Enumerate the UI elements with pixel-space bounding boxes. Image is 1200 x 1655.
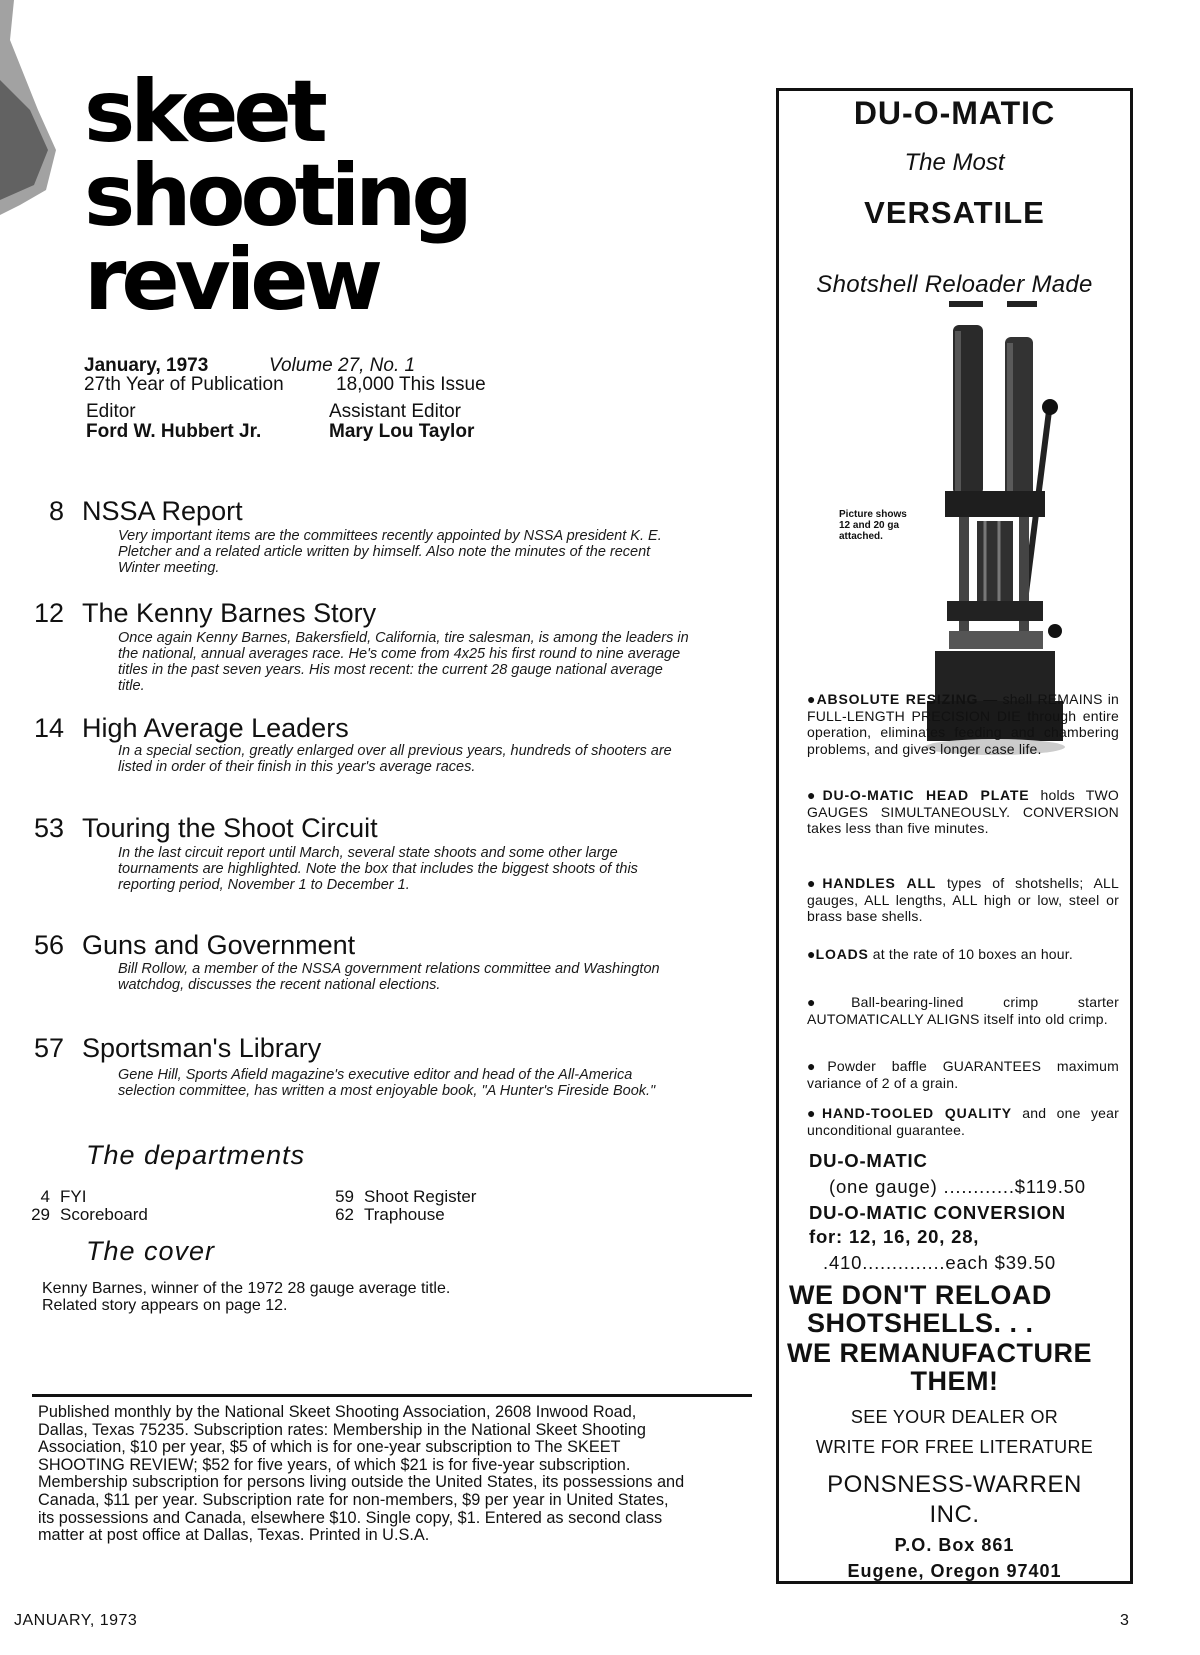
ad-feature-text: at the rate of 10 boxes an hour.	[868, 946, 1073, 962]
editor-label: Editor	[86, 401, 136, 422]
image-caption: Picture shows 12 and 20 ga attached.	[839, 509, 907, 542]
assistant-editor-name: Mary Lou Taylor	[329, 421, 475, 442]
assistant-editor-label: Assistant Editor	[329, 401, 461, 422]
toc-description: Gene Hill, Sports Afield magazine's executive editor and head of the All-America selection committee, has written a most enjoyable book, "A Hunter's Fireside Book."	[118, 1067, 656, 1099]
toc-description: Once again Kenny Barnes, Bakersfield, California, tire salesman, is among the leaders in the national, annual averages race. He's come from 4x25 his first round to nine average titles in the past seven years. His most recent: the current 28 gauge national average title.	[118, 630, 689, 694]
issue-date: January, 1973	[84, 355, 209, 376]
ad-brand: DU-O-MATIC	[853, 95, 1056, 131]
price1-line: (one gauge) ............$119.50	[829, 1176, 1086, 1197]
ad-feature-text: Powder baffle GUARANTEES maximum variance of 2 of a grain.	[807, 1058, 1119, 1091]
toc-page: 57	[33, 1033, 64, 1063]
department-item[interactable]	[16, 1206, 148, 1224]
ad-feature-heading: LOADS	[815, 946, 869, 962]
toc-title: The Kenny Barnes Story	[82, 598, 377, 628]
toc-description: In a special section, greatly enlarged over all previous years, hundreds of shooters are listed in order of their finish in this year's average races.	[118, 743, 672, 775]
po-box: P.O. Box 861	[894, 1535, 1015, 1555]
cover-caption-line-2: Related story appears on page 12.	[42, 1297, 288, 1314]
masthead-line-3: review	[84, 230, 379, 330]
ad-feature-heading: HANDLES ALL	[822, 875, 937, 891]
ad-feature: ●Powder baffle GUARANTEES maximum variance of 2 of a grain.	[807, 1058, 1119, 1091]
slogan-line-4: THEM!	[910, 1366, 999, 1396]
toc-page: 12	[33, 598, 64, 628]
department-page: 4	[40, 1187, 50, 1206]
department-name: Shoot Register	[364, 1187, 477, 1206]
masthead-line-2: shooting	[84, 146, 468, 246]
ad-feature-text: and one year unconditional guarantee.	[807, 1105, 1119, 1138]
ad-feature: ●DU-O-MATIC HEAD PLATE holds TWO GAUGES SIMULTANEOUSLY. CONVERSION takes less than five minutes.	[807, 787, 1120, 836]
ad-feature-text: holds TWO GAUGES SIMULTANEOUSLY. CONVERSION takes less than five minutes.	[807, 787, 1120, 836]
ad-tagline: Shotshell Reloader Made	[816, 271, 1093, 298]
issue-volume: Volume 27, No. 1	[269, 355, 416, 376]
ad-feature: ●ABSOLUTE RESIZING — shell REMAINS in FULL-LENGTH PRECISION DIE through entire operation, eliminates feeding and chambering problems, and gives longer case life.	[807, 691, 1119, 757]
ad-feature-heading: DU-O-MATIC HEAD PLATE	[822, 787, 1030, 803]
price2-line: .410..............each $39.50	[823, 1252, 1057, 1273]
price2-gauges: for: 12, 16, 20, 28,	[809, 1226, 980, 1247]
ad-versatile: VERSATILE	[864, 195, 1045, 230]
dealer-line-2: WRITE FOR FREE LITERATURE	[815, 1437, 1094, 1457]
department-name: Traphouse	[364, 1205, 445, 1224]
ad-feature-text: — shell REMAINS in FULL-LENGTH PRECISION DIE through entire operation, eliminates feeding and chambering problems, and gives longer case life.	[807, 691, 1119, 757]
ad-feature: ●Ball-bearing-lined crimp starter AUTOMATICALLY ALIGNS itself into old crimp.	[807, 994, 1119, 1027]
department-page: 59	[335, 1187, 354, 1206]
company-suffix: INC.	[929, 1501, 980, 1528]
price1-label: DU-O-MATIC	[809, 1150, 928, 1171]
cover-caption	[42, 1280, 642, 1314]
year-of-publication: 27th Year of Publication	[84, 374, 284, 395]
toc-description: Very important items are the committees recently appointed by NSSA president K. E. Pletcher and a related article written by himself. Also note the minutes of the recent Winter meeting.	[118, 528, 662, 576]
ad-feature-text: Ball-bearing-lined crimp starter AUTOMATICALLY ALIGNS itself into old crimp.	[807, 994, 1119, 1027]
toc-page: 8	[48, 496, 64, 526]
toc-title: NSSA Report	[82, 496, 243, 526]
toc-title: High Average Leaders	[82, 713, 349, 743]
ad-feature-heading: ABSOLUTE RESIZING	[816, 691, 979, 707]
toc-title: Guns and Government	[82, 930, 356, 960]
toc-page: 56	[33, 930, 64, 960]
dealer-line-1: SEE YOUR DEALER OR	[850, 1407, 1059, 1427]
department-item[interactable]	[320, 1188, 476, 1206]
department-page: 62	[335, 1205, 354, 1224]
cover-caption-line-1: Kenny Barnes, winner of the 1972 28 gauge average title.	[42, 1280, 451, 1297]
ad-feature-heading: HAND-TOOLED QUALITY	[821, 1105, 1012, 1121]
department-name: FYI	[60, 1187, 87, 1206]
department-item[interactable]	[16, 1188, 86, 1206]
toc-page: 53	[33, 813, 64, 843]
masthead	[84, 62, 504, 330]
toc-description: Bill Rollow, a member of the NSSA government relations committee and Washington watchdog, discusses the recent national elections.	[118, 961, 660, 993]
ad-feature: ●HANDLES ALL types of shotshells; ALL gauges, ALL lengths, ALL high or low, steel or brass base shells.	[807, 875, 1119, 924]
cover-heading: The cover	[86, 1236, 216, 1266]
slogan-line-2: SHOTSHELLS. . .	[807, 1308, 1034, 1338]
slogan-line-3: WE REMANUFACTURE	[787, 1338, 1092, 1368]
ad-feature: ●HAND-TOOLED QUALITY and one year unconditional guarantee.	[807, 1105, 1119, 1138]
masthead-line-1: skeet	[84, 62, 323, 162]
toc-title: Touring the Shoot Circuit	[82, 813, 378, 843]
slogan-line-1: WE DON'T RELOAD	[789, 1280, 1052, 1310]
editor-name: Ford W. Hubbert Jr.	[86, 421, 262, 442]
department-name: Scoreboard	[60, 1205, 148, 1224]
toc-description: In the last circuit report until March, several state shoots and some other large tournaments are highlighted. Note the box that includes the biggest shoots of this reporting period, November 1 to December 1.	[118, 845, 638, 893]
ad-feature: ●LOADS at the rate of 10 boxes an hour.	[807, 946, 1073, 962]
company-name: PONSNESS-WARREN	[827, 1471, 1082, 1498]
department-item[interactable]	[320, 1206, 445, 1224]
page-number: 3	[1120, 1612, 1129, 1629]
divider-rule	[32, 1394, 752, 1397]
department-page: 29	[31, 1205, 50, 1224]
departments-heading: The departments	[86, 1140, 306, 1170]
ad-feature-text: types of shotshells; ALL gauges, ALL lengths, ALL high or low, steel or brass base shells.	[807, 875, 1119, 924]
footer-date: JANUARY, 1973	[14, 1612, 138, 1629]
circulation: 18,000 This Issue	[336, 374, 486, 395]
price2-label: DU-O-MATIC CONVERSION	[809, 1202, 1066, 1223]
toc-title: Sportsman's Library	[82, 1033, 322, 1063]
toc-page: 14	[33, 713, 64, 743]
ad-the-most: The Most	[904, 149, 1005, 176]
page-stain	[0, 0, 80, 220]
publication-notice: Published monthly by the National Skeet Shooting Association, 2608 Inwood Road, Dallas, Texas 75235. Subscription rates: Membership in the National Skeet Shooting Association, $10 per year, $5 of which is for one-year subscription to The SKEET SHOOTING REVIEW; $52 for five years, of which $21 is for five-year subscription. Membership subscription for persons living outside the United States, its possessions and Canada, $11 per year. Subscription rate for non-members, $9 per year in United States, its possessions and Canada, elsewhere $10. Single copy, $1. Entered as second class matter at post office at Dallas, Texas. Printed in U.S.A.	[38, 1403, 685, 1545]
city-address: Eugene, Oregon 97401	[847, 1561, 1062, 1581]
advertisement-box	[776, 88, 1133, 1584]
